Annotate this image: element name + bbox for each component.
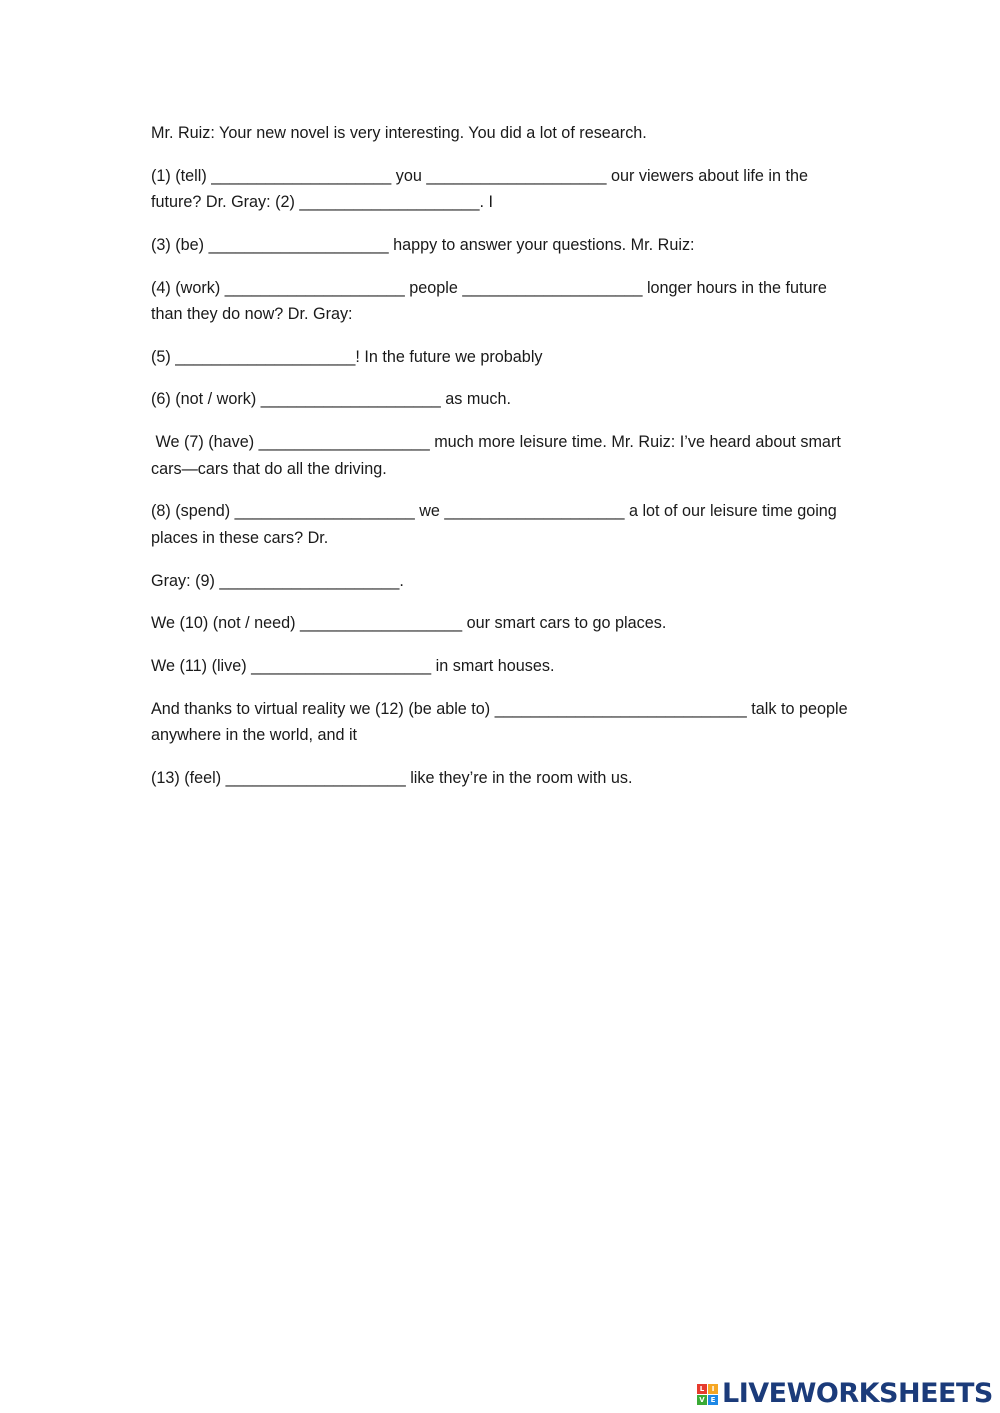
exercise-item-6: (6) (not / work) ____________________ as much. [151,390,511,409]
exercise-item-10: We (10) (not / need) __________________ our smart cars to go places. [151,614,667,633]
exercise-item-7: We (7) (have) ___________________ much more leisure time. Mr. Ruiz: I’ve heard about smart cars—cars that do all the driving. [151,433,846,478]
logo-block-i: I [708,1384,718,1394]
liveworksheets-logo [697,1378,993,1410]
logo-block-l: L [697,1384,707,1394]
exercise-item-8: (8) (spend) ____________________ we ____________________ a lot of our leisure time going places in these cars? Dr. [151,502,842,547]
exercise-item-4: (4) (work) ____________________ people ____________________ longer hours in the future than they do now? Dr. Gray: [151,278,832,324]
logo-text: LIVEWORKSHEETS [722,1378,993,1409]
logo-block-v: V [697,1395,707,1405]
exercise-item-5: (5) ____________________! In the future we probably [151,347,543,366]
logo-blocks-icon [697,1384,718,1405]
logo-block-e: E [708,1395,718,1405]
exercise-item-13: (13) (feel) ____________________ like they’re in the room with us. [151,768,633,787]
exercise-item-1-2: (1) (tell) ____________________ you ____________________ our viewers about life in the future? Dr. Gray: (2) ____________________. I [151,166,813,212]
exercise-item-12: And thanks to virtual reality we (12) (be able to) ____________________________ talk to people anywhere in the world, and it [151,699,853,745]
exercise-item-11: We (11) (live) ____________________ in smart houses. [151,656,555,675]
exercise-item-3: (3) (be) ____________________ happy to answer your questions. Mr. Ruiz: [151,235,695,254]
exercise-item-9: Gray: (9) ____________________. [151,571,404,590]
worksheet-body [151,120,851,807]
dialogue-line-intro: Mr. Ruiz: Your new novel is very interesting. You did a lot of research. [151,124,647,142]
